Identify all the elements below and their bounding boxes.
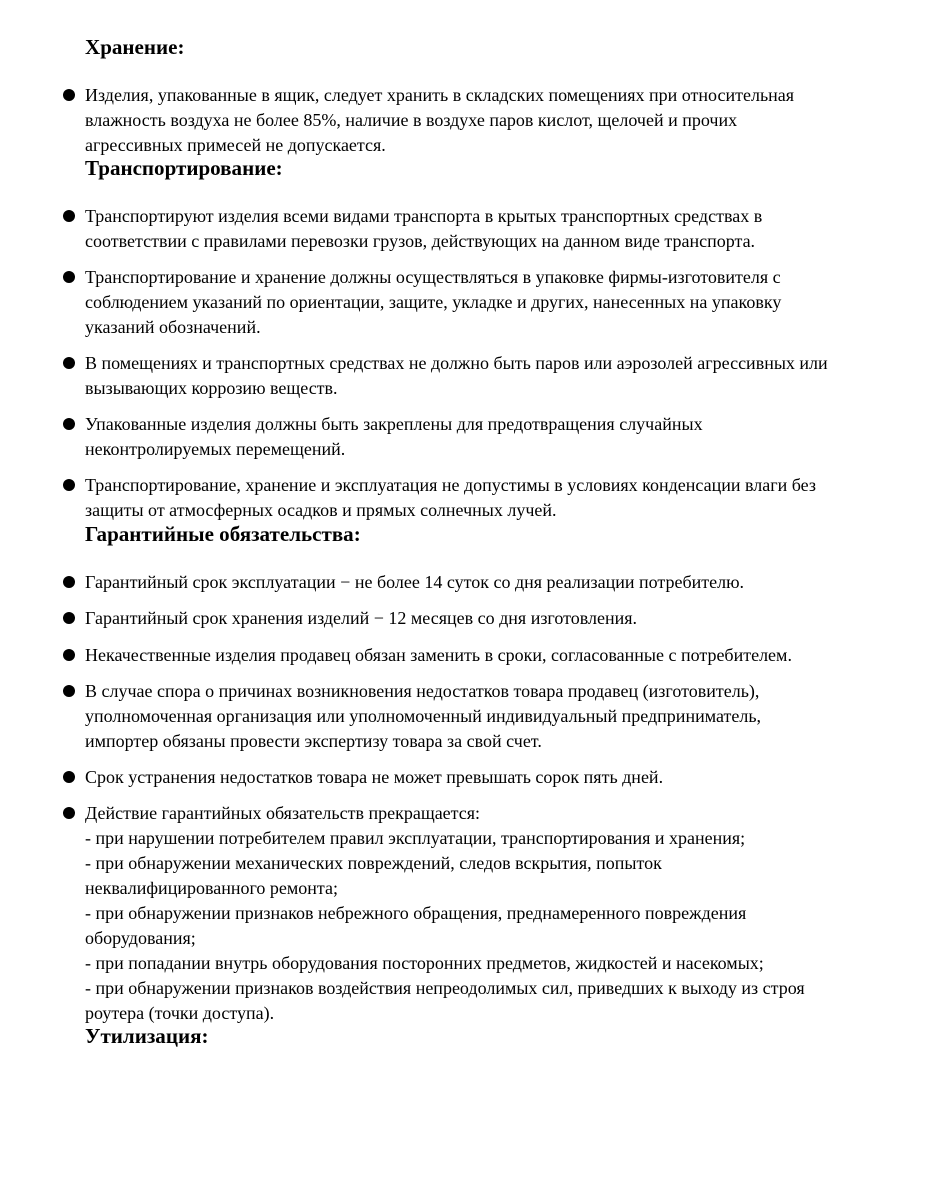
list-item-warranty-4 — [85, 679, 875, 754]
text-line: импортер обязаны провести экспертизу товара за свой счет. — [85, 731, 542, 751]
heading-warranty: Гарантийные обязательства: — [85, 522, 361, 546]
bullet-icon — [63, 357, 75, 369]
text-line: В помещениях и транспортных средствах не должно быть паров или аэрозолей агрессивных или — [85, 353, 828, 373]
bullet-icon — [63, 685, 75, 697]
text-line: вызывающих коррозию веществ. — [85, 378, 338, 398]
text-line: защиты от атмосферных осадков и прямых солнечных лучей. — [85, 500, 557, 520]
text-line: В случае спора о причинах возникновения недостатков товара продавец (изготовитель), — [85, 681, 760, 701]
text-line: неконтролируемых перемещений. — [85, 439, 346, 459]
text-line: - при обнаружении механических повреждений, следов вскрытия, попыток — [85, 853, 662, 873]
list-item-storage-1 — [85, 83, 875, 158]
bullet-icon — [63, 271, 75, 283]
text-line: Гарантийный срок хранения изделий − 12 месяцев со дня изготовления. — [85, 608, 638, 628]
heading-transport: Транспортирование: — [85, 156, 283, 180]
text-line: Упакованные изделия должны быть закреплены для предотвращения случайных — [85, 414, 703, 434]
bullet-icon — [63, 807, 75, 819]
text-line: роутера (точки доступа). — [85, 1003, 275, 1023]
text-line: - при обнаружении признаков воздействия непреодолимых сил, приведших к выходу из строя — [85, 978, 805, 998]
text-line: указаний обозначений. — [85, 317, 261, 337]
text-line: Транспортирование и хранение должны осуществляться в упаковке фирмы-изготовителя с — [85, 267, 781, 287]
bullet-icon — [63, 771, 75, 783]
bullet-icon — [63, 649, 75, 661]
text-line: Гарантийный срок эксплуатации − не более 14 суток со дня реализации потребителю. — [85, 572, 745, 592]
text-line: - при обнаружении признаков небрежного обращения, преднамеренного повреждения — [85, 903, 747, 923]
list-item-transport-1 — [85, 204, 875, 254]
bullet-icon — [63, 612, 75, 624]
text-line: соблюдением указаний по ориентации, защите, укладке и других, нанесенных на упаковку — [85, 292, 782, 312]
text-line: влажность воздуха не более 85%, наличие в воздухе паров кислот, щелочей и прочих — [85, 110, 738, 130]
bullet-icon — [63, 576, 75, 588]
text-line: неквалифицированного ремонта; — [85, 878, 338, 898]
text-line: Изделия, упакованные в ящик, следует хранить в складских помещениях при относительная — [85, 85, 795, 105]
bullet-icon — [63, 210, 75, 222]
text-line: уполномоченная организация или уполномоченный индивидуальный предприниматель, — [85, 706, 762, 726]
list-item-warranty-5 — [85, 765, 875, 790]
text-line: Транспортирование, хранение и эксплуатация не допустимы в условиях конденсации влаги без — [85, 475, 816, 495]
text-line: Срок устранения недостатков товара не может превышать сорок пять дней. — [85, 767, 664, 787]
text-line: - при нарушении потребителем правил эксплуатации, транспортирования и хранения; — [85, 828, 746, 848]
bullet-icon — [63, 479, 75, 491]
list-item-transport-5 — [85, 473, 875, 523]
bullet-icon — [63, 89, 75, 101]
list-item-transport-3 — [85, 351, 875, 401]
list-item-warranty-2 — [85, 606, 875, 631]
list-item-transport-4 — [85, 412, 875, 462]
list-item-warranty-1 — [85, 570, 875, 595]
heading-storage: Хранение: — [85, 35, 185, 59]
text-line: Транспортируют изделия всеми видами транспорта в крытых транспортных средствах в — [85, 206, 763, 226]
text-line: соответствии с правилами перевозки грузов, действующих на данном виде транспорта. — [85, 231, 756, 251]
bullet-icon — [63, 418, 75, 430]
text-line: Некачественные изделия продавец обязан заменить в сроки, согласованные с потребителем. — [85, 645, 792, 665]
text-line: агрессивных примесей не допускается. — [85, 135, 386, 155]
text-line: Действие гарантийных обязательств прекращается: — [85, 803, 481, 823]
list-item-warranty-6 — [85, 801, 875, 1026]
list-item-warranty-3 — [85, 643, 875, 668]
text-line: оборудования; — [85, 928, 196, 948]
text-line: - при попадании внутрь оборудования посторонних предметов, жидкостей и насекомых; — [85, 953, 764, 973]
list-item-transport-2 — [85, 265, 875, 340]
heading-disposal: Утилизация: — [85, 1024, 209, 1048]
